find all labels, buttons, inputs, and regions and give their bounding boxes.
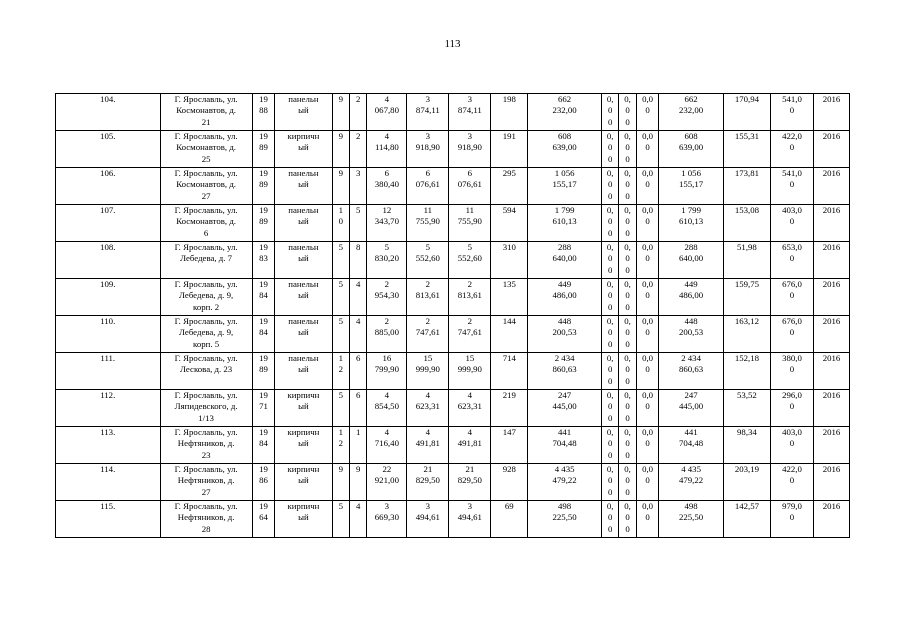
cell-floors: 5 xyxy=(332,279,349,316)
cell-subsidy-federal: 0, 0 0 xyxy=(601,390,618,427)
cell-row-number: 106. xyxy=(56,168,161,205)
cell-limit-cost: 422,0 0 xyxy=(770,464,813,501)
cell-subsidy-local: 0,0 0 xyxy=(636,501,659,538)
cell-wall-material: кирпичн ый xyxy=(275,464,332,501)
cell-residents: 69 xyxy=(491,501,528,538)
cell-entrances: 4 xyxy=(350,316,367,353)
cell-living-area: 4 491,81 xyxy=(407,427,449,464)
cell-residents: 310 xyxy=(491,242,528,279)
cell-wall-material: панельн ый xyxy=(275,279,332,316)
cell-total-area: 12 343,70 xyxy=(367,205,407,242)
cell-subsidy-local: 0,0 0 xyxy=(636,353,659,390)
cell-owner-funds: 449 486,00 xyxy=(659,279,724,316)
cell-address: Г. Ярославль, ул. Космонавтов, д. 6 xyxy=(160,205,252,242)
housing-table xyxy=(55,93,850,538)
cell-residents: 295 xyxy=(491,168,528,205)
cell-entrances: 2 xyxy=(350,131,367,168)
cell-subsidy-regional: 0, 0 0 xyxy=(619,205,636,242)
cell-cost-per-sqm: 51,98 xyxy=(723,242,770,279)
cell-entrances: 6 xyxy=(350,353,367,390)
cell-subsidy-federal: 0, 0 0 xyxy=(601,94,618,131)
cell-subsidy-regional: 0, 0 0 xyxy=(619,316,636,353)
cell-entrances: 4 xyxy=(350,279,367,316)
cell-owner-funds: 1 056 155,17 xyxy=(659,168,724,205)
cell-residential-area: 3 494,61 xyxy=(449,501,491,538)
cell-estimated-cost: 1 056 155,17 xyxy=(528,168,602,205)
cell-living-area: 2 747,61 xyxy=(407,316,449,353)
table-row xyxy=(56,242,850,279)
cell-cost-per-sqm: 152,18 xyxy=(723,353,770,390)
table-row xyxy=(56,168,850,205)
cell-entrances: 3 xyxy=(350,168,367,205)
cell-estimated-cost: 662 232,00 xyxy=(528,94,602,131)
table-row xyxy=(56,390,850,427)
cell-completion-year: 2016 xyxy=(814,168,850,205)
cell-limit-cost: 296,0 0 xyxy=(770,390,813,427)
cell-subsidy-regional: 0, 0 0 xyxy=(619,242,636,279)
cell-subsidy-federal: 0, 0 0 xyxy=(601,316,618,353)
cell-year: 19 88 xyxy=(252,94,275,131)
cell-year: 19 86 xyxy=(252,464,275,501)
cell-residential-area: 6 076,61 xyxy=(449,168,491,205)
table-row xyxy=(56,131,850,168)
cell-subsidy-federal: 0, 0 0 xyxy=(601,427,618,464)
cell-wall-material: кирпичн ый xyxy=(275,390,332,427)
cell-owner-funds: 1 799 610,13 xyxy=(659,205,724,242)
cell-wall-material: панельн ый xyxy=(275,94,332,131)
cell-year: 19 84 xyxy=(252,427,275,464)
cell-subsidy-local: 0,0 0 xyxy=(636,279,659,316)
cell-limit-cost: 676,0 0 xyxy=(770,316,813,353)
cell-year: 19 89 xyxy=(252,131,275,168)
cell-living-area: 3 874,11 xyxy=(407,94,449,131)
cell-row-number: 105. xyxy=(56,131,161,168)
cell-row-number: 112. xyxy=(56,390,161,427)
cell-completion-year: 2016 xyxy=(814,279,850,316)
cell-subsidy-regional: 0, 0 0 xyxy=(619,353,636,390)
cell-total-area: 4 067,80 xyxy=(367,94,407,131)
cell-residents: 144 xyxy=(491,316,528,353)
cell-address: Г. Ярославль, ул. Ляпидевского, д. 1/13 xyxy=(160,390,252,427)
cell-residential-area: 21 829,50 xyxy=(449,464,491,501)
cell-row-number: 110. xyxy=(56,316,161,353)
cell-limit-cost: 403,0 0 xyxy=(770,427,813,464)
cell-residents: 928 xyxy=(491,464,528,501)
cell-year: 19 64 xyxy=(252,501,275,538)
cell-cost-per-sqm: 203,19 xyxy=(723,464,770,501)
cell-subsidy-federal: 0, 0 0 xyxy=(601,131,618,168)
cell-subsidy-regional: 0, 0 0 xyxy=(619,427,636,464)
cell-subsidy-federal: 0, 0 0 xyxy=(601,464,618,501)
cell-living-area: 21 829,50 xyxy=(407,464,449,501)
cell-address: Г. Ярославль, ул. Лескова, д. 23 xyxy=(160,353,252,390)
cell-residential-area: 2 747,61 xyxy=(449,316,491,353)
cell-residents: 714 xyxy=(491,353,528,390)
cell-residential-area: 5 552,60 xyxy=(449,242,491,279)
cell-residential-area: 3 918,90 xyxy=(449,131,491,168)
cell-subsidy-local: 0,0 0 xyxy=(636,205,659,242)
cell-owner-funds: 4 435 479,22 xyxy=(659,464,724,501)
cell-address: Г. Ярославль, ул. Космонавтов, д. 25 xyxy=(160,131,252,168)
cell-cost-per-sqm: 98,34 xyxy=(723,427,770,464)
cell-subsidy-regional: 0, 0 0 xyxy=(619,501,636,538)
cell-total-area: 22 921,00 xyxy=(367,464,407,501)
table-body xyxy=(56,94,850,538)
cell-residents: 191 xyxy=(491,131,528,168)
table-row xyxy=(56,501,850,538)
cell-living-area: 4 623,31 xyxy=(407,390,449,427)
cell-address: Г. Ярославль, ул. Космонавтов, д. 21 xyxy=(160,94,252,131)
cell-limit-cost: 541,0 0 xyxy=(770,168,813,205)
cell-subsidy-local: 0,0 0 xyxy=(636,131,659,168)
cell-row-number: 109. xyxy=(56,279,161,316)
cell-year: 19 89 xyxy=(252,168,275,205)
cell-owner-funds: 288 640,00 xyxy=(659,242,724,279)
cell-residents: 219 xyxy=(491,390,528,427)
cell-floors: 9 xyxy=(332,168,349,205)
cell-living-area: 3 918,90 xyxy=(407,131,449,168)
cell-completion-year: 2016 xyxy=(814,501,850,538)
cell-total-area: 4 854,50 xyxy=(367,390,407,427)
cell-limit-cost: 422,0 0 xyxy=(770,131,813,168)
cell-estimated-cost: 247 445,00 xyxy=(528,390,602,427)
cell-entrances: 9 xyxy=(350,464,367,501)
cell-row-number: 114. xyxy=(56,464,161,501)
cell-wall-material: панельн ый xyxy=(275,316,332,353)
cell-living-area: 5 552,60 xyxy=(407,242,449,279)
cell-living-area: 6 076,61 xyxy=(407,168,449,205)
cell-row-number: 113. xyxy=(56,427,161,464)
cell-year: 19 89 xyxy=(252,205,275,242)
cell-cost-per-sqm: 163,12 xyxy=(723,316,770,353)
cell-floors: 5 xyxy=(332,390,349,427)
cell-entrances: 1 xyxy=(350,427,367,464)
cell-floors: 5 xyxy=(332,501,349,538)
cell-wall-material: панельн ый xyxy=(275,205,332,242)
cell-year: 19 84 xyxy=(252,316,275,353)
cell-address: Г. Ярославль, ул. Нефтяников, д. 28 xyxy=(160,501,252,538)
cell-cost-per-sqm: 159,75 xyxy=(723,279,770,316)
cell-estimated-cost: 288 640,00 xyxy=(528,242,602,279)
cell-subsidy-local: 0,0 0 xyxy=(636,242,659,279)
cell-wall-material: панельн ый xyxy=(275,168,332,205)
cell-entrances: 8 xyxy=(350,242,367,279)
cell-subsidy-local: 0,0 0 xyxy=(636,94,659,131)
cell-estimated-cost: 2 434 860,63 xyxy=(528,353,602,390)
cell-residential-area: 15 999,90 xyxy=(449,353,491,390)
cell-cost-per-sqm: 53,52 xyxy=(723,390,770,427)
cell-estimated-cost: 448 200,53 xyxy=(528,316,602,353)
cell-floors: 9 xyxy=(332,464,349,501)
cell-subsidy-federal: 0, 0 0 xyxy=(601,501,618,538)
cell-row-number: 115. xyxy=(56,501,161,538)
cell-cost-per-sqm: 173,81 xyxy=(723,168,770,205)
cell-entrances: 2 xyxy=(350,94,367,131)
cell-estimated-cost: 498 225,50 xyxy=(528,501,602,538)
table-row xyxy=(56,279,850,316)
cell-row-number: 111. xyxy=(56,353,161,390)
cell-total-area: 6 380,40 xyxy=(367,168,407,205)
cell-cost-per-sqm: 155,31 xyxy=(723,131,770,168)
cell-floors: 1 2 xyxy=(332,353,349,390)
cell-residents: 135 xyxy=(491,279,528,316)
table-row xyxy=(56,316,850,353)
cell-year: 19 84 xyxy=(252,279,275,316)
cell-subsidy-federal: 0, 0 0 xyxy=(601,242,618,279)
cell-address: Г. Ярославль, ул. Лебедева, д. 7 xyxy=(160,242,252,279)
cell-floors: 9 xyxy=(332,94,349,131)
cell-entrances: 5 xyxy=(350,205,367,242)
cell-completion-year: 2016 xyxy=(814,205,850,242)
cell-subsidy-local: 0,0 0 xyxy=(636,427,659,464)
cell-wall-material: панельн ый xyxy=(275,242,332,279)
cell-limit-cost: 676,0 0 xyxy=(770,279,813,316)
cell-owner-funds: 448 200,53 xyxy=(659,316,724,353)
cell-floors: 1 2 xyxy=(332,427,349,464)
cell-total-area: 5 830,20 xyxy=(367,242,407,279)
cell-owner-funds: 662 232,00 xyxy=(659,94,724,131)
cell-owner-funds: 608 639,00 xyxy=(659,131,724,168)
cell-completion-year: 2016 xyxy=(814,353,850,390)
cell-year: 19 89 xyxy=(252,353,275,390)
cell-owner-funds: 2 434 860,63 xyxy=(659,353,724,390)
cell-completion-year: 2016 xyxy=(814,316,850,353)
cell-estimated-cost: 4 435 479,22 xyxy=(528,464,602,501)
cell-limit-cost: 403,0 0 xyxy=(770,205,813,242)
table-row xyxy=(56,205,850,242)
cell-estimated-cost: 441 704,48 xyxy=(528,427,602,464)
cell-floors: 5 xyxy=(332,316,349,353)
cell-residential-area: 11 755,90 xyxy=(449,205,491,242)
cell-subsidy-regional: 0, 0 0 xyxy=(619,168,636,205)
cell-subsidy-local: 0,0 0 xyxy=(636,168,659,205)
page-number: 113 xyxy=(444,38,461,50)
cell-total-area: 4 114,80 xyxy=(367,131,407,168)
cell-entrances: 4 xyxy=(350,501,367,538)
cell-cost-per-sqm: 142,57 xyxy=(723,501,770,538)
cell-address: Г. Ярославль, ул. Лебедева, д. 9, корп. 5 xyxy=(160,316,252,353)
cell-estimated-cost: 608 639,00 xyxy=(528,131,602,168)
cell-wall-material: кирпичн ый xyxy=(275,131,332,168)
cell-living-area: 2 813,61 xyxy=(407,279,449,316)
cell-cost-per-sqm: 153,08 xyxy=(723,205,770,242)
cell-subsidy-local: 0,0 0 xyxy=(636,464,659,501)
cell-limit-cost: 541,0 0 xyxy=(770,94,813,131)
cell-subsidy-local: 0,0 0 xyxy=(636,390,659,427)
cell-subsidy-federal: 0, 0 0 xyxy=(601,205,618,242)
cell-residents: 594 xyxy=(491,205,528,242)
cell-limit-cost: 979,0 0 xyxy=(770,501,813,538)
cell-living-area: 3 494,61 xyxy=(407,501,449,538)
table-row xyxy=(56,427,850,464)
cell-completion-year: 2016 xyxy=(814,94,850,131)
cell-cost-per-sqm: 170,94 xyxy=(723,94,770,131)
table-row xyxy=(56,94,850,131)
cell-subsidy-regional: 0, 0 0 xyxy=(619,279,636,316)
cell-subsidy-regional: 0, 0 0 xyxy=(619,94,636,131)
cell-total-area: 3 669,30 xyxy=(367,501,407,538)
cell-year: 19 83 xyxy=(252,242,275,279)
cell-address: Г. Ярославль, ул. Нефтяников, д. 27 xyxy=(160,464,252,501)
cell-row-number: 108. xyxy=(56,242,161,279)
cell-completion-year: 2016 xyxy=(814,464,850,501)
cell-total-area: 16 799,90 xyxy=(367,353,407,390)
cell-address: Г. Ярославль, ул. Нефтяников, д. 23 xyxy=(160,427,252,464)
cell-subsidy-federal: 0, 0 0 xyxy=(601,353,618,390)
cell-total-area: 2 954,30 xyxy=(367,279,407,316)
cell-subsidy-federal: 0, 0 0 xyxy=(601,279,618,316)
cell-owner-funds: 247 445,00 xyxy=(659,390,724,427)
cell-limit-cost: 380,0 0 xyxy=(770,353,813,390)
cell-floors: 9 xyxy=(332,131,349,168)
cell-address: Г. Ярославль, ул. Космонавтов, д. 27 xyxy=(160,168,252,205)
cell-row-number: 107. xyxy=(56,205,161,242)
cell-total-area: 4 716,40 xyxy=(367,427,407,464)
cell-subsidy-regional: 0, 0 0 xyxy=(619,390,636,427)
cell-completion-year: 2016 xyxy=(814,390,850,427)
cell-address: Г. Ярославль, ул. Лебедева, д. 9, корп. 2 xyxy=(160,279,252,316)
cell-residential-area: 4 491,81 xyxy=(449,427,491,464)
cell-owner-funds: 498 225,50 xyxy=(659,501,724,538)
cell-living-area: 15 999,90 xyxy=(407,353,449,390)
cell-row-number: 104. xyxy=(56,94,161,131)
cell-floors: 5 xyxy=(332,242,349,279)
cell-wall-material: кирпичн ый xyxy=(275,501,332,538)
cell-entrances: 6 xyxy=(350,390,367,427)
cell-subsidy-federal: 0, 0 0 xyxy=(601,168,618,205)
cell-completion-year: 2016 xyxy=(814,427,850,464)
cell-subsidy-regional: 0, 0 0 xyxy=(619,464,636,501)
cell-estimated-cost: 449 486,00 xyxy=(528,279,602,316)
cell-year: 19 71 xyxy=(252,390,275,427)
cell-owner-funds: 441 704,48 xyxy=(659,427,724,464)
table-row xyxy=(56,464,850,501)
cell-estimated-cost: 1 799 610,13 xyxy=(528,205,602,242)
cell-residents: 147 xyxy=(491,427,528,464)
cell-residents: 198 xyxy=(491,94,528,131)
cell-total-area: 2 885,00 xyxy=(367,316,407,353)
cell-floors: 1 0 xyxy=(332,205,349,242)
cell-residential-area: 4 623,31 xyxy=(449,390,491,427)
cell-wall-material: кирпичн ый xyxy=(275,427,332,464)
cell-subsidy-local: 0,0 0 xyxy=(636,316,659,353)
cell-living-area: 11 755,90 xyxy=(407,205,449,242)
cell-residential-area: 3 874,11 xyxy=(449,94,491,131)
table-row xyxy=(56,353,850,390)
cell-wall-material: панельн ый xyxy=(275,353,332,390)
cell-subsidy-regional: 0, 0 0 xyxy=(619,131,636,168)
cell-completion-year: 2016 xyxy=(814,242,850,279)
cell-limit-cost: 653,0 0 xyxy=(770,242,813,279)
cell-residential-area: 2 813,61 xyxy=(449,279,491,316)
cell-completion-year: 2016 xyxy=(814,131,850,168)
